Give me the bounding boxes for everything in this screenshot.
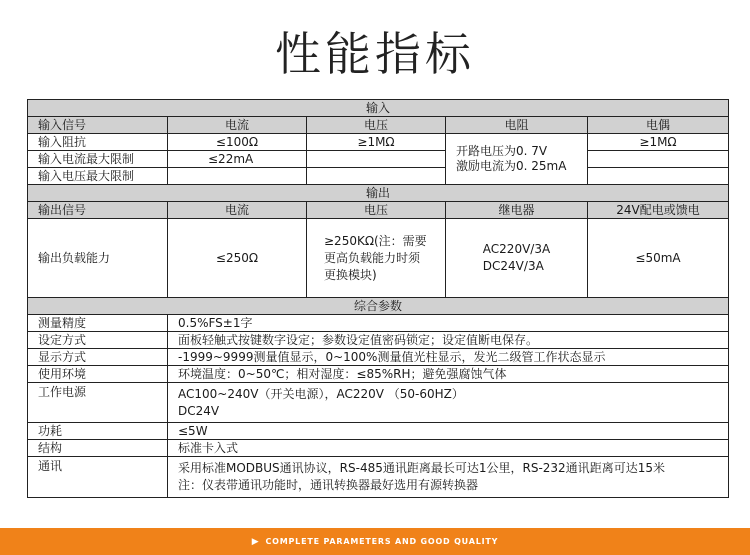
max-current-label: 输入电流最大限制 bbox=[28, 151, 168, 168]
setting-label: 设定方式 bbox=[28, 332, 168, 349]
communication-label: 通讯 bbox=[28, 457, 168, 498]
load-current: ≤250Ω bbox=[168, 219, 307, 298]
resistance-note-line: 开路电压为0. 7V bbox=[456, 144, 548, 158]
load-relay-line: DC24V/3A bbox=[482, 259, 544, 273]
consumption-label: 功耗 bbox=[28, 423, 168, 440]
load-voltage-cell bbox=[307, 219, 446, 298]
play-arrow-icon: ▶ bbox=[251, 536, 260, 547]
max-voltage-label: 输入电压最大限制 bbox=[28, 168, 168, 185]
input-header-current: 电流 bbox=[168, 117, 307, 134]
load-voltage: ≥250KΩ(注：需要更高负载能力时须更换模块) bbox=[324, 233, 427, 282]
environment-value: 环境温度：0~50℃；相对湿度：≤85%RH；避免强腐蚀气体 bbox=[168, 366, 729, 383]
communication-line: 注：仪表带通讯功能时，通讯转换器最好选用有源转换器 bbox=[178, 478, 479, 492]
output-header-power: 24V配电或馈电 bbox=[588, 202, 729, 219]
load-relay-line: AC220V/3A bbox=[482, 242, 551, 256]
footer-banner bbox=[0, 528, 750, 555]
empty-cell bbox=[168, 168, 307, 185]
output-header-current: 电流 bbox=[168, 202, 307, 219]
empty-cell bbox=[307, 151, 446, 168]
input-header-resistance: 电阻 bbox=[446, 117, 588, 134]
impedance-voltage: ≥1MΩ bbox=[307, 134, 446, 151]
power-supply-line: AC100~240V（开关电源），AC220V （50-60HZ） bbox=[178, 386, 464, 401]
output-header-relay: 继电器 bbox=[446, 202, 588, 219]
impedance-label: 输入阻抗 bbox=[28, 134, 168, 151]
power-supply-value bbox=[168, 383, 729, 423]
load-label: 输出负载能力 bbox=[28, 219, 168, 298]
display-label: 显示方式 bbox=[28, 349, 168, 366]
accuracy-label: 测量精度 bbox=[28, 315, 168, 332]
environment-label: 使用环境 bbox=[28, 366, 168, 383]
output-header-signal: 输出信号 bbox=[28, 202, 168, 219]
input-header-thermocouple: 电偶 bbox=[588, 117, 729, 134]
structure-label: 结构 bbox=[28, 440, 168, 457]
load-power: ≤50mA bbox=[588, 219, 729, 298]
accuracy-value: 0.5%FS±1字 bbox=[168, 315, 729, 332]
output-section-title: 输出 bbox=[28, 185, 729, 202]
structure-value: 标准卡入式 bbox=[168, 440, 729, 457]
spec-table bbox=[27, 99, 729, 498]
power-supply-label: 工作电源 bbox=[28, 383, 168, 423]
input-header-voltage: 电压 bbox=[307, 117, 446, 134]
output-header-voltage: 电压 bbox=[307, 202, 446, 219]
communication-value bbox=[168, 457, 729, 498]
max-current-value: ≤22mA bbox=[168, 151, 307, 168]
page-title: 性能指标 bbox=[275, 27, 475, 81]
resistance-note-line: 激励电流为0. 25mA bbox=[456, 159, 567, 173]
power-supply-line: DC24V bbox=[178, 403, 220, 418]
setting-value: 面板轻触式按键数字设定；参数设定值密码锁定；设定值断电保存。 bbox=[168, 332, 729, 349]
input-section-title: 输入 bbox=[28, 100, 729, 117]
impedance-current: ≤100Ω bbox=[168, 134, 307, 151]
load-relay-cell bbox=[446, 219, 588, 298]
input-header-signal: 输入信号 bbox=[28, 117, 168, 134]
impedance-thermocouple: ≥1MΩ bbox=[588, 134, 729, 151]
display-value: -1999~9999测量值显示，0~100%测量值光柱显示，发光二级管工作状态显示 bbox=[168, 349, 729, 366]
load-relay bbox=[483, 241, 550, 275]
general-section-title: 综合参数 bbox=[28, 298, 729, 315]
empty-cell bbox=[588, 151, 729, 168]
footer-text: COMPLETE PARAMETERS AND GOOD QUALITY bbox=[265, 537, 499, 546]
empty-cell bbox=[588, 168, 729, 185]
resistance-note bbox=[446, 134, 588, 185]
consumption-value: ≤5W bbox=[168, 423, 729, 440]
communication-line: 采用标准MODBUS通讯协议，RS-485通讯距离最长可达1公里，RS-232通讯距离可达15米 bbox=[178, 461, 665, 475]
empty-cell bbox=[307, 168, 446, 185]
